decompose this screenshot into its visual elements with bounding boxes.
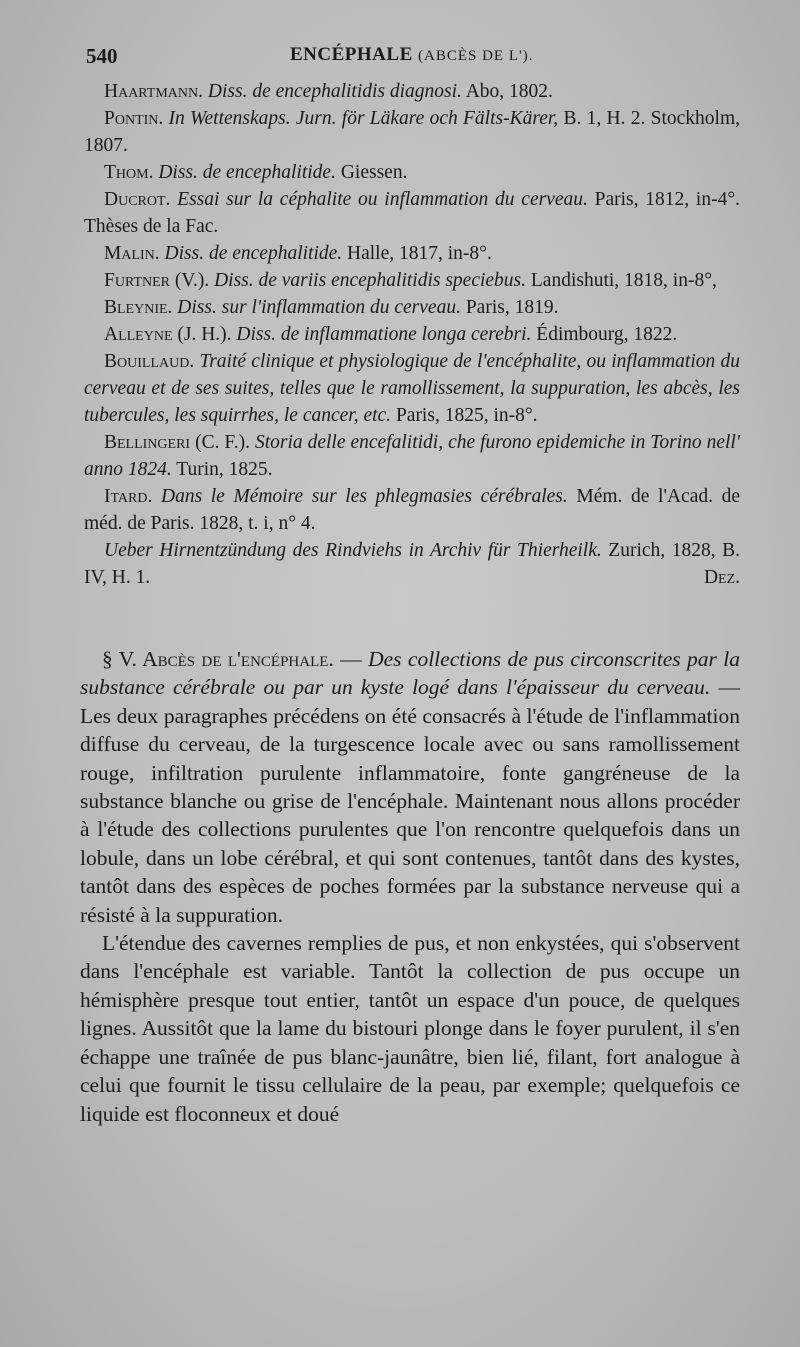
heading-dash: — [333,647,369,671]
ref-details: Paris, 1819. [460,297,559,318]
reference-entry [84,348,740,429]
section-paragraph: L'étendue des cavernes remplies de pus, et non enkystées, qui s'observent dans l'encéphale est variable. Tantôt la collection de pus occupe un hémisphère presque tout entier, tantôt un espace d'un pouce, de quelques lignes. Aussitôt que la lame du bistouri plonge dans le foyer purulent, il s'en échappe une traînée de pus blanc-jaunâtre, bien lié, filant, fort analogue à celui que fournit le tissu cellulaire de la peau, par exemple; quelquefois ce liquide est floconneux et doué [80,931,740,1126]
ref-title: Storia delle encefalitidi, che furono epidemiche in Torino nell' anno 1824. [84,432,741,480]
ref-title: Diss. de encephalitidis diagnosi. [207,81,462,102]
ref-author: Pontin. [104,108,164,129]
ref-title: In Wettenskaps. Jurn. för Läkare och Fälts-Kärer, [168,108,559,129]
section-heading: § V. Abcès de l'encéphale. [102,647,334,671]
ref-title: Dans le Mémoire sur les phlegmasies cérébrales. [160,486,568,507]
reference-entry [84,537,740,591]
ref-title: Diss. sur l'inflammation du cerveau. [177,297,461,318]
ref-details: Zurich, 1828, B. IV, H. 1. [84,540,740,588]
ref-author: Ducrot. [104,189,171,210]
reference-entry [84,186,740,240]
bibliography [84,78,740,591]
reference-entry [84,321,740,348]
ref-author: Thom. [104,162,154,183]
page-number: 540 [86,44,118,68]
section-body [80,645,740,1128]
ref-author: Haartmann. [104,81,204,102]
ref-title: Traité clinique et physiologique de l'encéphalite, ou inflammation du cerveau et de ses suites, telles que le ramollissement, la suppuration, les abcès, les tubercules, les squirrhes, le cancer, etc. [84,351,741,426]
ref-title: Essai sur la céphalite ou inflammation du cerveau. [177,189,588,210]
ref-details: Turin, 1825. [171,459,273,480]
ref-author: Bellingeri (C. F.). [104,432,250,453]
author-signature: Dez. [703,567,740,588]
ref-author: Bouillaud. [104,351,195,372]
ref-title: Diss. de encephalitide. [158,162,336,183]
ref-details: Paris, 1812, in-4°. Thèses de la Fac. [84,189,740,237]
ref-details: Landishuti, 1818, in-8°, [526,270,717,291]
ref-title: Diss. de encephalitide. [164,243,343,264]
ref-details: Halle, 1817, in-8°. [342,243,492,264]
ref-details: Mém. de l'Acad. de méd. de Paris. 1828, t. i, n° 4. [84,486,741,534]
running-head-main: ENCÉPHALE [290,44,413,65]
ref-details: Giessen. [335,162,408,183]
reference-entry [84,159,740,186]
ref-title: Diss. de variis encephalitidis speciebus. [214,270,527,291]
ref-details: B. 1, H. 2. Stockholm, 1807. [84,108,741,156]
reference-entry [84,483,740,537]
reference-entry [84,78,740,105]
reference-entry [84,429,740,483]
ref-title: Diss. de inflammatione longa cerebri. [236,324,532,345]
running-head-sub: (ABCÈS DE L'). [418,48,534,64]
reference-entry [84,105,740,159]
reference-entry [84,267,740,294]
ref-author: Furtner (V.). [104,270,210,291]
paragraph-text: — Les deux paragraphes précédens on été consacrés à l'étude de l'inflammation diffuse du cerveau, de la turgescence locale avec ou sans ramollissement rouge, infiltration purulente inflammatoire, fonte gangréneuse de la substance blanche ou grise de l'encéphale. Maintenant nous allons procéder à l'étude des collections purulentes que l'on rencontre quelquefois dans un lobule, dans un lobe cérébral, et qui sont contenues, tantôt dans des kystes, tantôt dans des espèces de poches formées par la substance nerveuse qui a résisté à la suppuration. [80,675,740,927]
reference-entry [84,240,740,267]
ref-author: Itard. [104,486,153,507]
ref-author: Alleyne (J. H.). [104,324,232,345]
reference-entry [84,294,740,321]
ref-title: Ueber Hirnentzündung des Rindviehs in Archiv für Thierheilk. [104,540,602,561]
ref-author: Bleynie. [104,297,173,318]
running-head [290,44,533,66]
ref-details: Paris, 1825, in-8°. [391,405,538,426]
section-italic-lead: Des collections de pus circonscrites par la substance cérébrale ou par un kyste logé dans l'épaisseur du cerveau. [80,647,741,700]
ref-details: Édimbourg, 1822. [531,324,678,345]
ref-author: Malin. [104,243,160,264]
section-paragraph [80,645,740,929]
ref-details: Abo, 1802. [461,81,553,102]
